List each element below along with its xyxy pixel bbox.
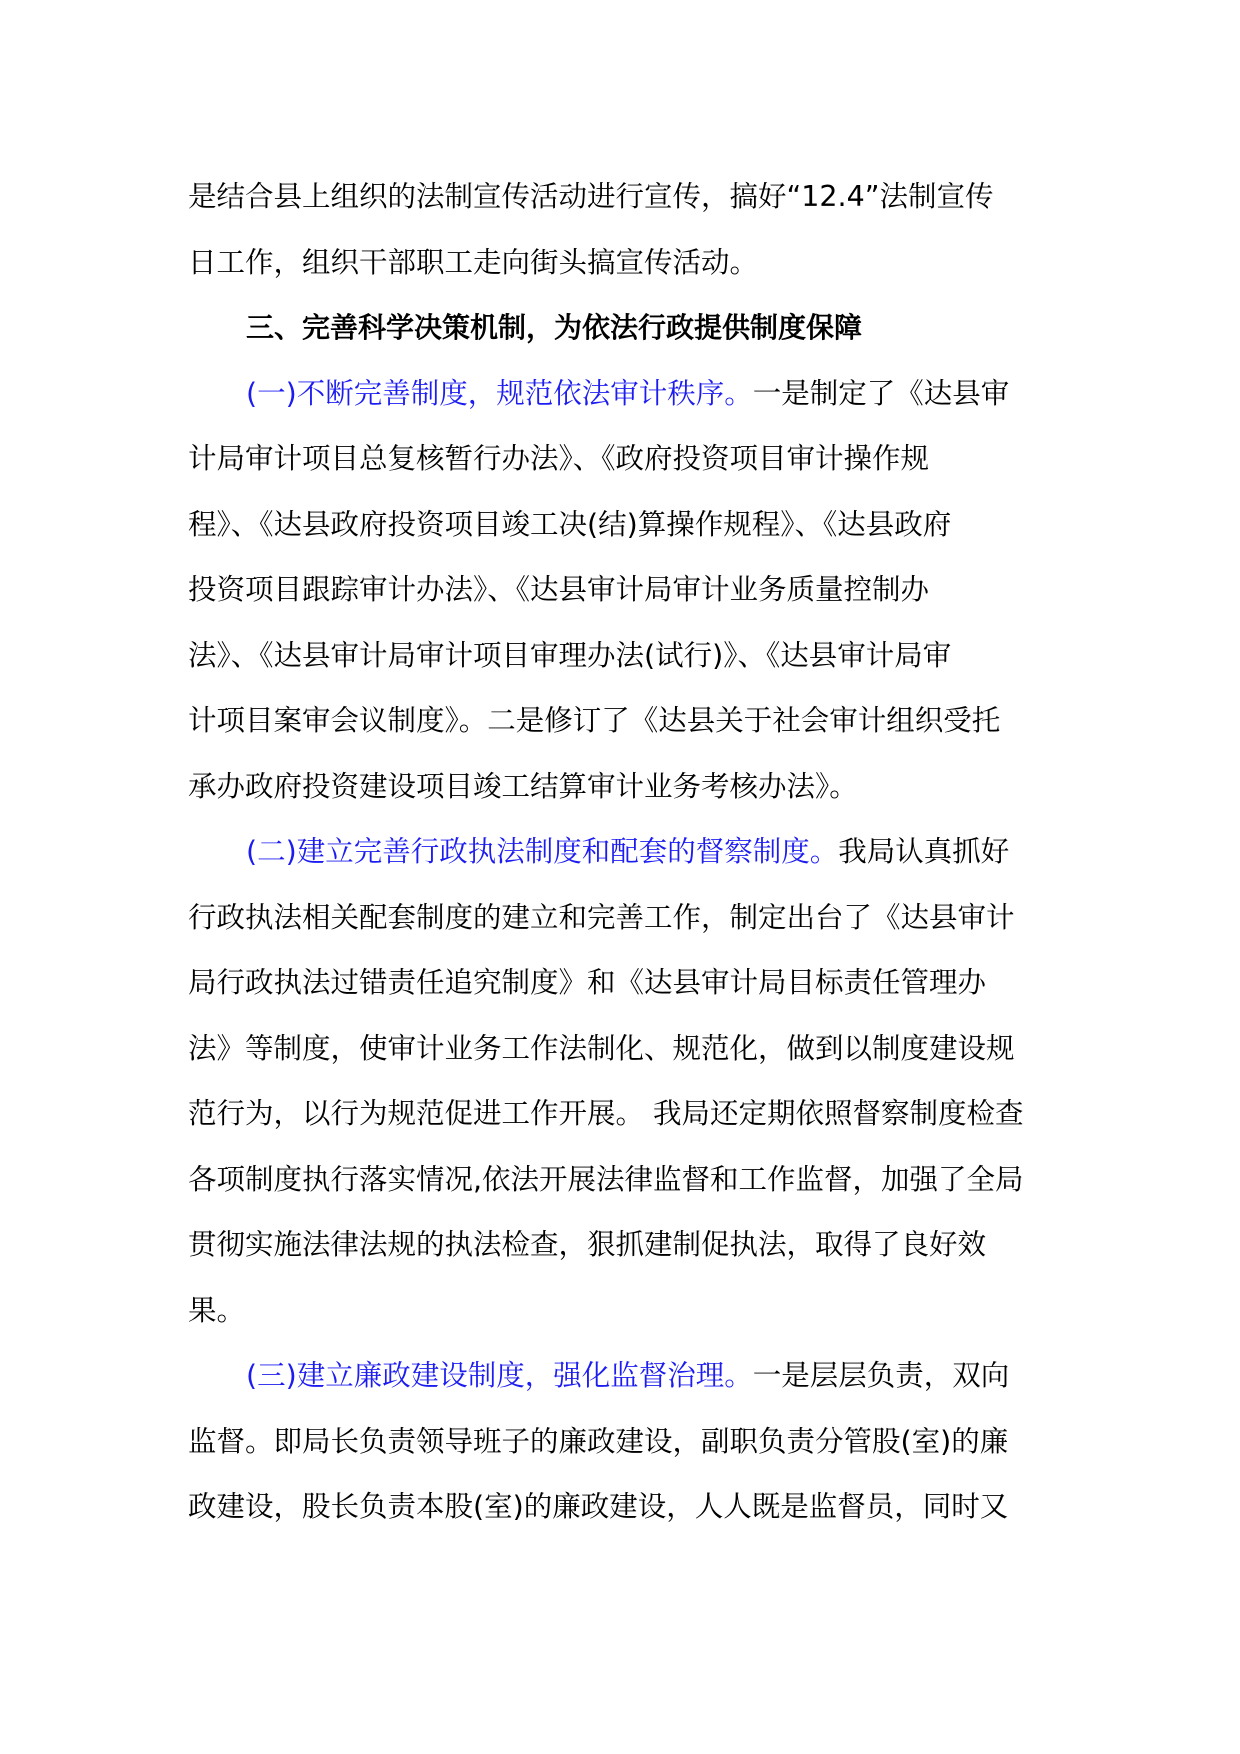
line-text: 范行为，以行为规范促进工作开展。 我局还定期依照督察制度检查 (188, 1097, 1024, 1130)
document-body (188, 164, 1058, 1540)
line-text: 计项目案审会议制度》。二是修订了《达县关于社会审计组织受托 (188, 704, 1001, 737)
body-line (188, 1081, 1058, 1147)
subsection-line (188, 819, 1058, 885)
line-text: 计局审计项目总复核暂行办法》、《政府投资项目审计操作规 (188, 442, 930, 475)
line-text: 法》、《达县审计局审计项目审理办法(试行)》、《达县审计局审 (188, 638, 952, 672)
line-text: 一是层层负责，双向 (752, 1359, 1010, 1392)
line-text: 监督。即局长负责领导班子的廉政建设，副职负责分管股(室)的廉 (188, 1424, 1009, 1458)
body-line (188, 754, 1058, 820)
subsection-title: (一)不断完善制度，规范依法审计秩序。 (246, 376, 753, 410)
subsection-title: (三)建立廉政建设制度，强化监督治理。 (246, 1359, 753, 1392)
body-line (188, 164, 1058, 230)
line-text: 政建设，股长负责本股(室)的廉政建设，人人既是监督员，同时又 (188, 1490, 1009, 1523)
line-text: 法》等制度，使审计业务工作法制化、规范化，做到以制度建设规 (188, 1031, 1015, 1065)
line-text: 程》、《达县政府投资项目竣工决(结)算操作规程》、《达县政府 (188, 507, 952, 541)
body-line (188, 885, 1058, 951)
line-text: 是结合县上组织的法制宣传活动进行宣传，搞好“12.4”法制宣传 (188, 180, 994, 213)
line-text: 投资项目跟踪审计办法》、《达县审计局审计业务质量控制办 (188, 573, 930, 606)
body-line (188, 426, 1058, 492)
subsection-title: (二)建立完善行政执法制度和配套的督察制度。 (246, 835, 839, 868)
body-line (188, 1212, 1058, 1278)
line-text: 贯彻实施法律法规的执法检查，狠抓建制促执法，取得了良好效 (188, 1228, 987, 1261)
body-line (188, 492, 1058, 558)
body-line (188, 230, 1058, 296)
line-text: 局行政执法过错责任追究制度》和《达县审计局目标责任管理办 (188, 966, 987, 999)
line-text: 我局认真抓好 (838, 835, 1010, 868)
body-line (188, 623, 1058, 689)
line-text: 各项制度执行落实情况,依法开展法律监督和工作监督，加强了全局 (188, 1162, 1024, 1196)
body-line (188, 950, 1058, 1016)
body-line (188, 688, 1058, 754)
section-heading-text: 三、完善科学决策机制，为依法行政提供制度保障 (246, 311, 863, 344)
line-text: 果。 (188, 1293, 246, 1327)
line-text: 日工作，组织干部职工走向街头搞宣传活动。 (188, 245, 759, 279)
body-line (188, 1409, 1058, 1475)
line-text: 一是制定了《达县审 (752, 376, 1010, 410)
body-line (188, 1147, 1058, 1213)
section-heading (188, 295, 1058, 361)
subsection-line (188, 1343, 1058, 1409)
body-line (188, 1474, 1058, 1540)
body-line (188, 1016, 1058, 1082)
subsection-line (188, 361, 1058, 427)
body-line (188, 557, 1058, 623)
body-line (188, 1278, 1058, 1344)
line-text: 行政执法相关配套制度的建立和完善工作，制定出台了《达县审计 (188, 900, 1015, 934)
line-text: 承办政府投资建设项目竣工结算审计业务考核办法》。 (188, 769, 858, 803)
